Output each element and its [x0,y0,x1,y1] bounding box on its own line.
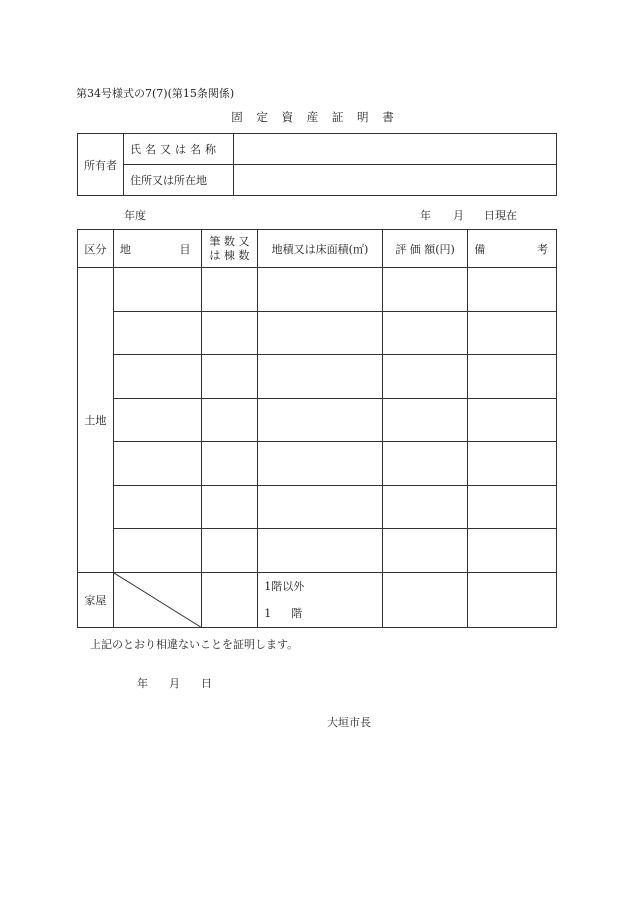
signatory: 大垣市長 [327,716,371,729]
address-field[interactable] [234,165,557,196]
land-biko-cell[interactable] [468,529,557,573]
cert-month: 月 [169,677,180,690]
land-chimoku-cell[interactable] [113,485,201,529]
floor-one-text: 階 [291,606,303,620]
certification-statement: 上記のとおり相違ないことを証明します。 [90,638,299,651]
header-hissu-line2: は 棟 数 [209,248,250,262]
house-row [78,572,557,627]
header-hissu-line1: 筆 数 又 [209,234,250,248]
house-label: 家屋 [78,572,114,627]
land-chimoku-cell[interactable] [113,268,201,312]
land-chimoku-cell[interactable] [113,398,201,442]
cert-year: 年 [137,677,148,690]
name-field[interactable] [234,134,557,165]
land-biko-cell[interactable] [468,268,557,312]
land-biko-cell[interactable] [468,485,557,529]
certification-date [137,675,233,691]
owner-header: 所有者 [78,134,124,196]
land-hyoka-cell[interactable] [382,529,468,573]
header-kubun: 区分 [78,230,114,268]
land-menseki-cell[interactable] [258,529,382,573]
header-menseki: 地積又は床面積(㎡) [258,230,382,268]
table-row [78,311,557,355]
header-biko-right: 考 [537,242,548,256]
fiscal-year-label: 年度 [124,209,146,222]
land-hissu-cell[interactable] [201,268,258,312]
land-menseki-cell[interactable] [258,268,382,312]
table-row [78,268,557,312]
land-menseki-cell[interactable] [258,398,382,442]
header-biko-left: 備 [474,242,486,256]
land-chimoku-cell[interactable] [113,355,201,399]
land-biko-cell[interactable] [468,398,557,442]
table-row [78,485,557,529]
as-of-day: 日現在 [484,209,517,222]
land-hyoka-cell[interactable] [382,485,468,529]
land-biko-cell[interactable] [468,442,557,486]
document-title: 固 定 資 産 証 明 書 [231,110,399,124]
floor-one-number: 1 [264,606,272,620]
land-hyoka-cell[interactable] [382,268,468,312]
land-chimoku-cell[interactable] [113,442,201,486]
as-of-year: 年 [420,209,431,222]
table-row [78,398,557,442]
land-hyoka-cell[interactable] [382,398,468,442]
property-table [77,229,557,628]
as-of-date [420,207,517,223]
name-label: 氏名又は名称 [124,134,234,165]
land-label: 土地 [78,268,114,573]
land-menseki-cell[interactable] [258,311,382,355]
house-chimoku-crossed [113,572,201,627]
land-chimoku-cell[interactable] [113,529,201,573]
table-row [78,529,557,573]
land-chimoku-cell[interactable] [113,311,201,355]
house-biko-cell[interactable] [468,572,557,627]
land-hissu-cell[interactable] [201,485,258,529]
land-menseki-cell[interactable] [258,442,382,486]
house-hissu-cell[interactable] [201,572,258,627]
land-menseki-cell[interactable] [258,355,382,399]
header-chimoku-left: 地 [119,242,131,256]
land-hissu-cell[interactable] [201,442,258,486]
diagonal-strike-icon [114,573,201,627]
table-row [78,355,557,399]
land-menseki-cell[interactable] [258,485,382,529]
header-chimoku-right: 目 [179,242,191,256]
house-floor-cell[interactable] [258,572,382,627]
land-hissu-cell[interactable] [201,311,258,355]
land-hyoka-cell[interactable] [382,311,468,355]
floor-other-label: 1階以外 [264,579,305,593]
table-row [78,442,557,486]
cert-day: 日 [201,677,212,690]
land-hyoka-cell[interactable] [382,355,468,399]
house-hyoka-cell[interactable] [382,572,468,627]
land-hyoka-cell[interactable] [382,442,468,486]
land-biko-cell[interactable] [468,311,557,355]
address-label: 住所又は所在地 [124,165,234,196]
owner-table [77,133,557,196]
form-number: 第34号様式の7(7)(第15条関係) [76,87,235,100]
land-hissu-cell[interactable] [201,529,258,573]
header-biko [468,230,557,268]
land-hissu-cell[interactable] [201,398,258,442]
header-hissu [201,230,258,268]
as-of-month: 月 [453,209,464,222]
floor-one-label [264,600,381,627]
header-chimoku [113,230,201,268]
land-hissu-cell[interactable] [201,355,258,399]
header-hyoka: 評 価 額(円) [382,230,468,268]
land-biko-cell[interactable] [468,355,557,399]
table-header-row [78,230,557,268]
